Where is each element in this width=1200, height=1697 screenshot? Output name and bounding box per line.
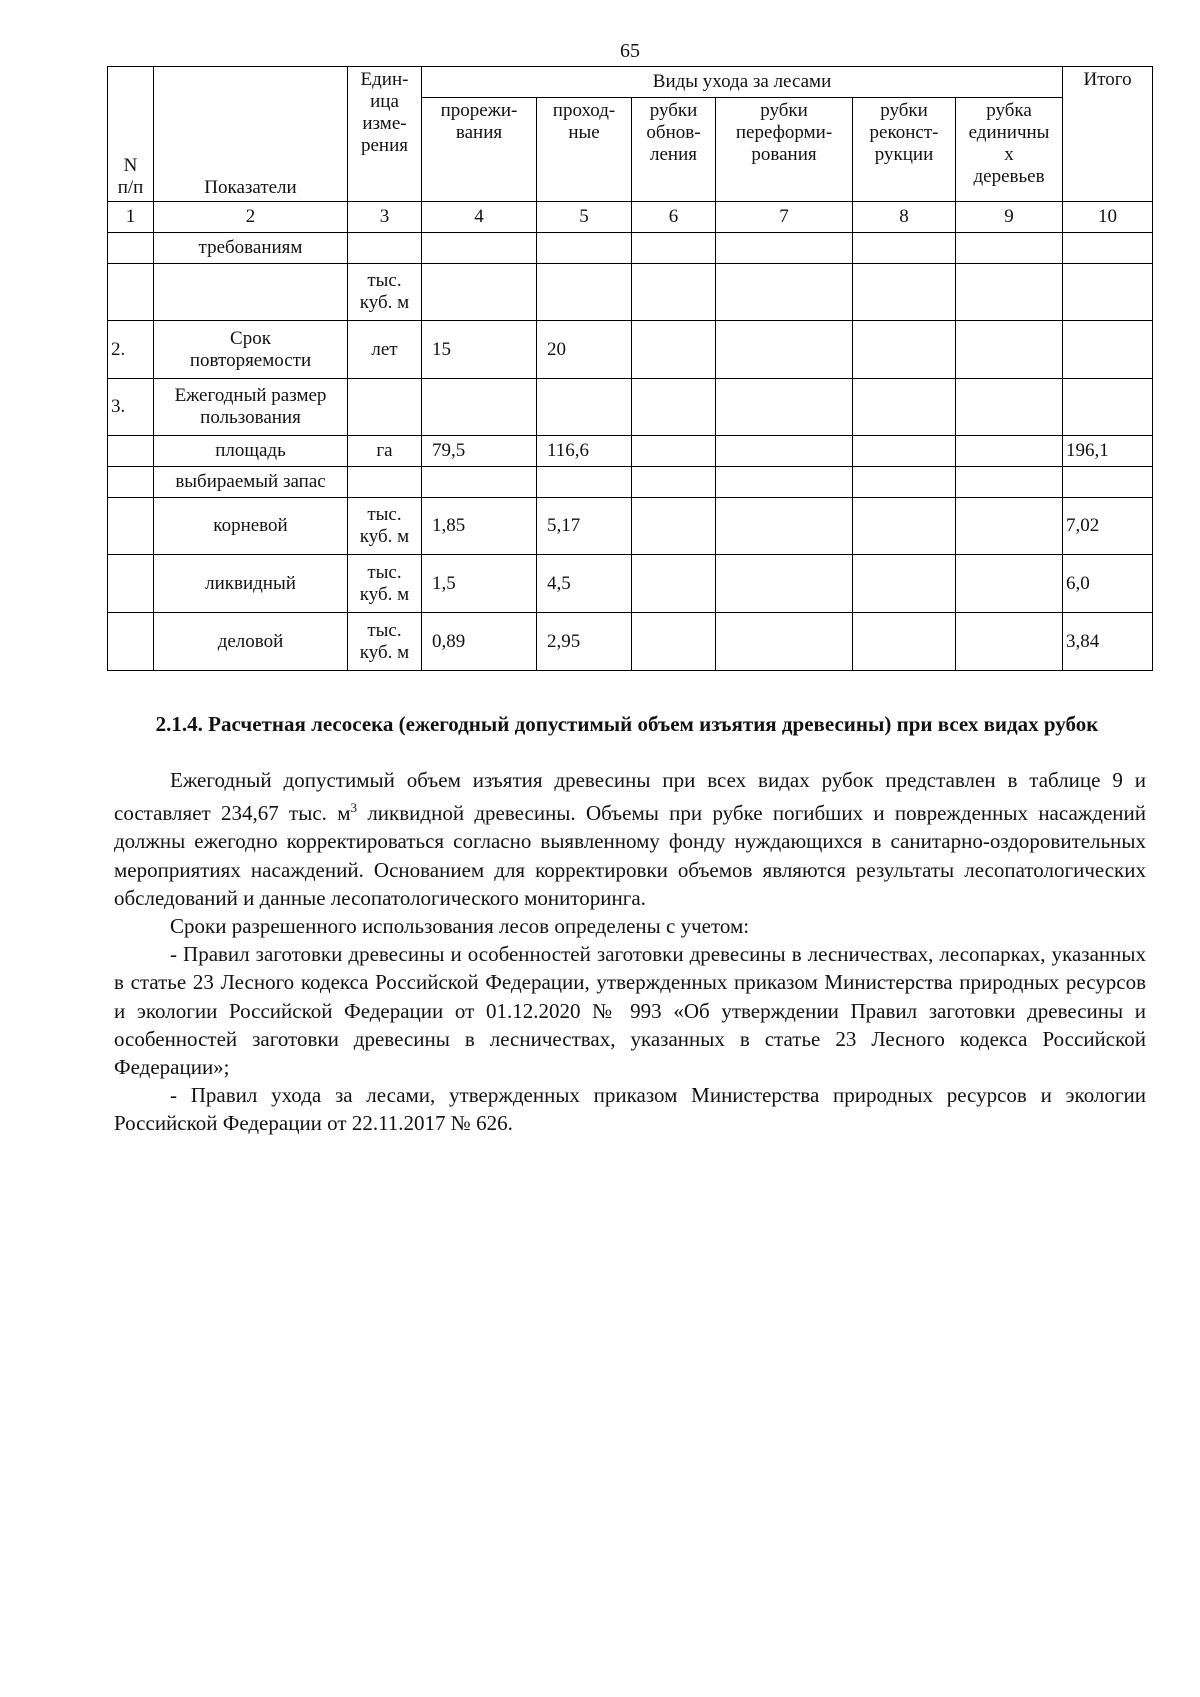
header-care-type: проход- ные [537, 98, 632, 202]
table-cell [853, 613, 956, 671]
table-cell [853, 233, 956, 264]
table-cell: лет [348, 321, 422, 379]
table-cell: тыс. куб. м [348, 613, 422, 671]
table-cell: га [348, 436, 422, 467]
table-cell: тыс. куб. м [348, 555, 422, 613]
header-unit: Един- ица изме- рения [348, 67, 422, 202]
table-row [108, 467, 1153, 498]
table-cell: Ежегодный размер пользования [154, 379, 348, 436]
table-cell [716, 555, 853, 613]
paragraph: Ежегодный допустимый объем изъятия древесины при всех видах рубок представлен в таблице 9 и составляет 234,67 тыс. $м^3$ ликвидной древесины. Объемы при рубке погибших и поврежденных насаждений должны ежегодно корректироваться согласно выявленному фонду нуждающихся в санитарно-оздоровительных мероприятиях насаждений. Основанием для корректировки объемов являются результаты лесопатологических обследований и данные лесопатологического мониторинга. [114, 768, 1146, 910]
table-cell [632, 467, 716, 498]
table-cell [853, 555, 956, 613]
table-row [108, 233, 1153, 264]
header-indicators: Показатели [154, 67, 348, 202]
table-cell [108, 555, 154, 613]
column-number: 8 [853, 202, 956, 233]
table-cell: тыс. куб. м [348, 264, 422, 321]
table-cell [537, 264, 632, 321]
table-cell [956, 379, 1063, 436]
table-cell: требованиям [154, 233, 348, 264]
table-cell [422, 233, 537, 264]
column-number: 10 [1063, 202, 1153, 233]
table-cell [348, 467, 422, 498]
header-total: Итого [1063, 67, 1153, 202]
table-cell [632, 436, 716, 467]
table-cell [537, 233, 632, 264]
table-cell [632, 555, 716, 613]
table-cell [853, 498, 956, 555]
table-cell: 2,95 [537, 613, 632, 671]
paragraph: - Правил заготовки древесины и особенностей заготовки древесины в лесничествах, лесопарках, указанных в статье 23 Лесного кодекса Российской Федерации, утвержденных приказом Министерства природных ресурсов и экологии Российской Федерации от 01.12.2020 № 993 «Об утверждении Правил заготовки древесины и особенностей заготовки древесины в лесничествах, указанных в статье 23 Лесного кодекса Российской Федерации»; [114, 942, 1146, 1080]
table-cell [108, 498, 154, 555]
table-cell: 6,0 [1063, 555, 1153, 613]
table-cell [956, 467, 1063, 498]
table-cell [853, 436, 956, 467]
table-cell: выбираемый запас [154, 467, 348, 498]
column-number: 4 [422, 202, 537, 233]
table-cell [348, 379, 422, 436]
table-cell [632, 264, 716, 321]
table-cell: 20 [537, 321, 632, 379]
table-cell: 4,5 [537, 555, 632, 613]
table-cell [716, 233, 853, 264]
header-care-type: рубки переформи- рования [716, 98, 853, 202]
forest-care-table [107, 66, 1153, 671]
table-cell: 15 [422, 321, 537, 379]
table-cell [716, 613, 853, 671]
table-cell [537, 467, 632, 498]
table-cell [422, 264, 537, 321]
table-row [108, 555, 1153, 613]
table-cell [716, 498, 853, 555]
column-number: 9 [956, 202, 1063, 233]
table-cell [632, 379, 716, 436]
table-cell: 196,1 [1063, 436, 1153, 467]
table-cell: деловой [154, 613, 348, 671]
table-cell: ликвидный [154, 555, 348, 613]
column-number: 2 [154, 202, 348, 233]
table-cell [108, 467, 154, 498]
table-cell [422, 467, 537, 498]
table-cell [853, 467, 956, 498]
table-cell [632, 321, 716, 379]
table-cell [108, 436, 154, 467]
table-cell [108, 233, 154, 264]
section-heading: 2.1.4. Расчетная лесосека (ежегодный допустимый объем изъятия древесины) при всех видах рубок [155, 712, 1099, 736]
table-cell [348, 233, 422, 264]
table-cell [1063, 467, 1153, 498]
table-row [108, 321, 1153, 379]
table-cell [956, 436, 1063, 467]
table-cell [956, 321, 1063, 379]
table-cell: 3. [108, 379, 154, 436]
table-cell [716, 467, 853, 498]
table-cell [108, 613, 154, 671]
header-care-type: прорежи- вания [422, 98, 537, 202]
table-cell: 3,84 [1063, 613, 1153, 671]
table-cell [154, 264, 348, 321]
table-cell: 116,6 [537, 436, 632, 467]
table-cell: 7,02 [1063, 498, 1153, 555]
table-cell [716, 436, 853, 467]
table-cell: 79,5 [422, 436, 537, 467]
table-cell [1063, 379, 1153, 436]
paragraph: Сроки разрешенного использования лесов определены с учетом: [170, 914, 750, 939]
table-row [108, 498, 1153, 555]
table-cell: 2. [108, 321, 154, 379]
table-cell [632, 613, 716, 671]
table-cell [1063, 321, 1153, 379]
header-care-type: рубки реконст- рукции [853, 98, 956, 202]
table-cell [632, 498, 716, 555]
table-cell [537, 379, 632, 436]
table-cell: площадь [154, 436, 348, 467]
table-cell: 5,17 [537, 498, 632, 555]
table-cell: 0,89 [422, 613, 537, 671]
header-n-line1: N [123, 155, 138, 177]
table-cell [853, 379, 956, 436]
column-number: 5 [537, 202, 632, 233]
table-cell [956, 613, 1063, 671]
table-cell [956, 233, 1063, 264]
table-cell: 1,85 [422, 498, 537, 555]
body-text [114, 766, 1146, 1138]
header-n-line2: п/п [117, 177, 144, 199]
header-care-type: рубки обнов- ления [632, 98, 716, 202]
page-number: 65 [620, 40, 640, 62]
column-number: 6 [632, 202, 716, 233]
table-cell [422, 379, 537, 436]
header-care-types-group: Виды ухода за лесами [422, 67, 1063, 98]
table-row [108, 379, 1153, 436]
table-cell [1063, 264, 1153, 321]
table-cell [956, 264, 1063, 321]
table-cell [956, 555, 1063, 613]
table-cell: тыс. куб. м [348, 498, 422, 555]
table-cell [956, 498, 1063, 555]
header-care-type: рубка единичны х деревьев [956, 98, 1063, 202]
table-cell [853, 264, 956, 321]
table-cell [716, 264, 853, 321]
column-number: 3 [348, 202, 422, 233]
table-cell: Срок повторяемости [154, 321, 348, 379]
table-row [108, 264, 1153, 321]
table-row [108, 613, 1153, 671]
table-cell [108, 264, 154, 321]
paragraph: - Правил ухода за лесами, утвержденных приказом Министерства природных ресурсов и экологии Российской Федерации от 22.11.2017 № 626. [114, 1083, 1146, 1136]
table-cell: корневой [154, 498, 348, 555]
header-n [108, 67, 154, 202]
table-row [108, 436, 1153, 467]
table-cell [716, 321, 853, 379]
table-cell: 1,5 [422, 555, 537, 613]
column-number: 7 [716, 202, 853, 233]
column-number: 1 [108, 202, 154, 233]
table-cell [853, 321, 956, 379]
table-cell [1063, 233, 1153, 264]
table-cell [716, 379, 853, 436]
table-cell [632, 233, 716, 264]
